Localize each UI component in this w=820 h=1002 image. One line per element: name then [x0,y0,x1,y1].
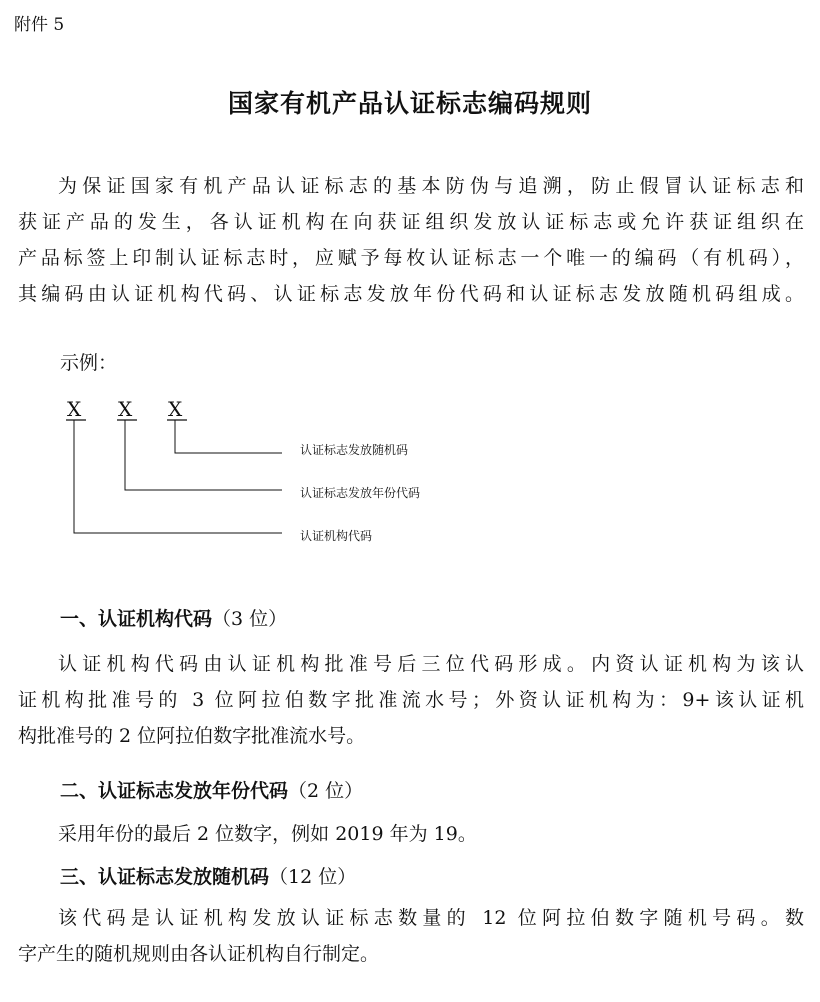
section-heading-text: 一、认证机构代码 [60,608,213,630]
section-line: 该代码是认证机构发放认证标志数量的 12 位阿拉伯数字随机号码。数 [58,907,804,929]
section-body-year-code [18,816,804,852]
section-heading-institution-code [60,604,287,631]
section-line: 认证机构代码由认证机构批准号后三位代码形成。内资认证机构为该认 [58,653,804,675]
example-label: 示例： [60,352,118,374]
section-body-random-code [18,900,804,972]
code-symbol-institution: X [67,397,82,421]
connector-institution [74,420,282,533]
legend-year-code: 认证标志发放年份代码 [300,486,421,500]
section-heading-text: 三、认证标志发放随机码 [60,866,270,888]
intro-paragraph [18,168,804,312]
connector-random [175,420,282,453]
section-digit-count: （3 位） [212,608,288,630]
section-line: 字产生的随机规则由各认证机构自行制定。 [18,943,380,965]
code-symbol-year: X [118,397,133,421]
section-line: 采用年份的最后 2 位数字，例如 2019 年为 19。 [58,823,477,845]
intro-line: 产品标签上印制认证标志时，应赋予每枚认证标志一个唯一的编码（有机码）， [18,247,804,269]
section-heading-year-code [60,776,363,803]
connector-year [125,420,282,490]
legend-institution-code: 认证机构代码 [300,529,373,543]
section-body-institution-code [18,646,804,754]
intro-line: 为保证国家有机产品认证标志的基本防伪与追溯，防止假冒认证标志和 [58,175,804,197]
intro-line: 获证产品的发生，各认证机构在向获证组织发放认证标志或允许获证组织在 [18,211,804,233]
intro-line: 其编码由认证机构代码、认证标志发放年份代码和认证标志发放随机码组成。 [18,283,804,305]
section-line: 构批准号的 2 位阿拉伯数字批准流水号。 [18,725,366,747]
attachment-label: 附件 5 [14,15,65,35]
section-heading-text: 二、认证标志发放年份代码 [60,780,289,802]
code-symbol-random: X [168,397,183,421]
section-line: 证机构批准号的 3 位阿拉伯数字批准流水号；外资认证机构为：9+该认证机 [18,689,804,711]
code-structure-diagram [60,392,480,552]
section-heading-random-code [60,862,356,889]
page-title: 国家有机产品认证标志编码规则 [227,89,592,118]
section-digit-count: （2 位） [288,780,364,802]
section-digit-count: （12 位） [269,866,357,888]
legend-random-code: 认证标志发放随机码 [300,443,409,457]
